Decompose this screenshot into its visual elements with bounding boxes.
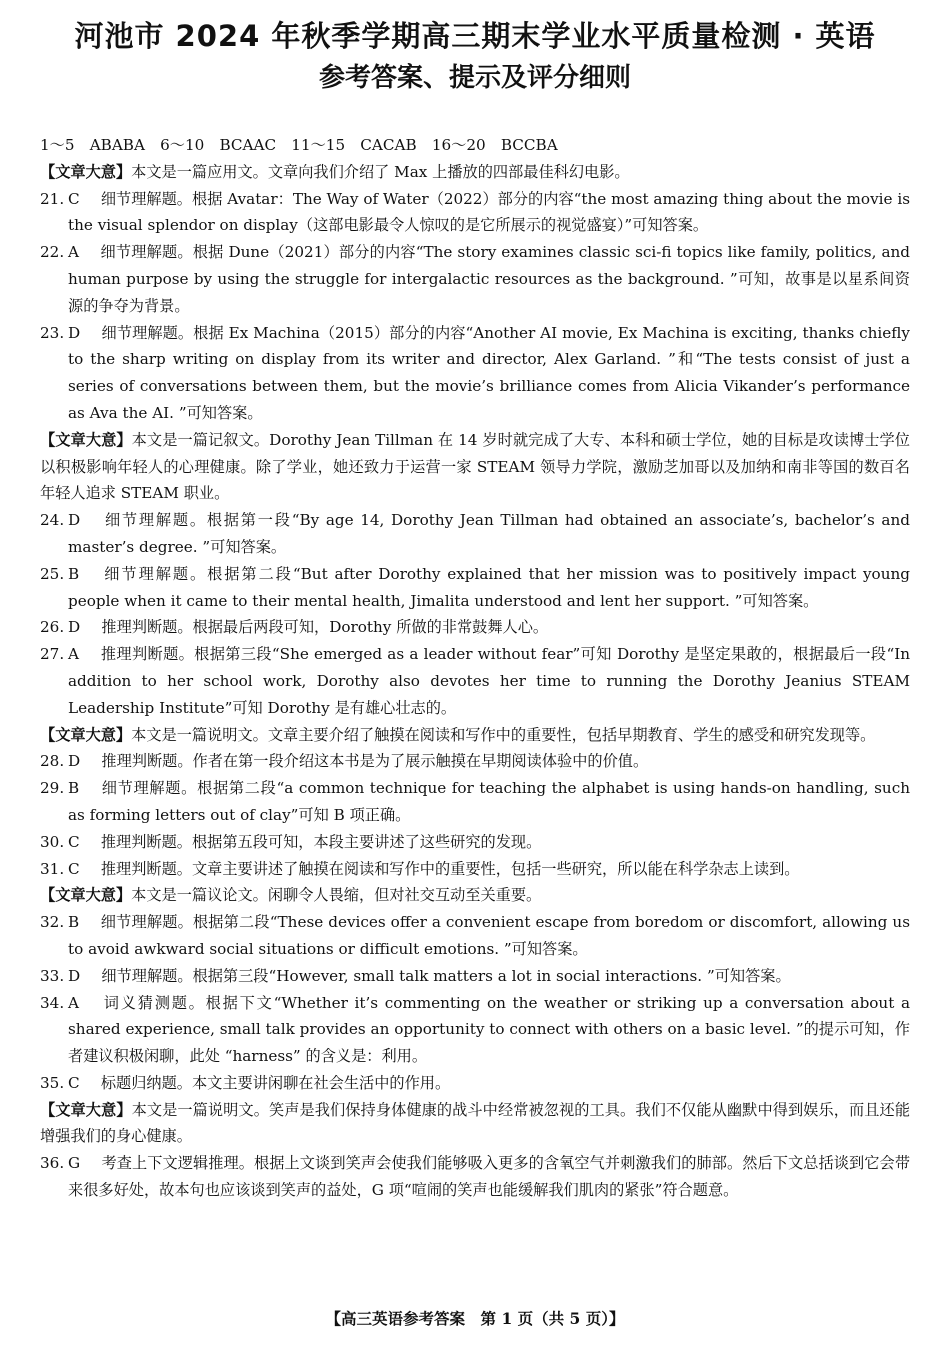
answer-option: C (68, 1073, 80, 1092)
question-22 (40, 239, 910, 319)
question-29 (40, 775, 910, 829)
question-33 (40, 963, 910, 990)
answer-option: C (68, 832, 80, 851)
answer-option: D (68, 323, 81, 342)
explanation: 细节理解题。根据 Ex Machina（2015）部分的内容“Another AI movie, Ex Machina is exciting, thanks chiefly to the sharp writing on display from its writer and director, Alex Garland. ”和“The tests consist of just a series of conversations between them, but the movie’s brilliance comes from Alicia Vikander’s performance as Ava the AI. ”可知答案。 (68, 323, 910, 422)
question-number: 26. (40, 618, 65, 637)
answer-option: G (68, 1154, 81, 1173)
answer-option: C (68, 189, 80, 208)
answer-option: B (68, 779, 80, 798)
explanation: 细节理解题。根据第一段“By age 14, Dorothy Jean Tillman had obtained an associate’s, bachelor’s and master’s degree. ”可知答案。 (68, 511, 910, 556)
question-25 (40, 561, 910, 615)
question-number: 24. (40, 511, 65, 530)
explanation: 标题归纳题。本文主要讲闲聊在社会生活中的作用。 (85, 1073, 451, 1092)
answer-option: A (68, 243, 79, 262)
question-number: 23. (40, 323, 65, 342)
question-21 (40, 186, 910, 240)
question-number: 28. (40, 752, 65, 771)
explanation: 细节理解题。根据第三段“However, small talk matters a lot in social interactions. ”可知答案。 (86, 966, 791, 985)
explanation: 推理判断题。文章主要讲述了触摸在阅读和写作中的重要性，包括一些研究，所以能在科学杂志上读到。 (85, 859, 800, 878)
question-23 (40, 320, 910, 427)
summary-4 (40, 882, 910, 909)
answer-option: B (68, 913, 80, 932)
question-26 (40, 614, 910, 641)
answer-option: B (68, 564, 80, 583)
summary-label: 【文章大意】 (40, 886, 132, 905)
question-35 (40, 1070, 910, 1097)
explanation: 细节理解题。根据第二段“But after Dorothy explained that her mission was to positively impact young people when it came to their mental health, Jimalita understood and lent her support. ”可知答案。 (68, 564, 910, 610)
question-number: 25. (40, 564, 65, 583)
question-number: 32. (40, 913, 65, 932)
question-number: 34. (40, 993, 65, 1012)
question-number: 30. (40, 832, 65, 851)
summary-text: 本文是一篇说明文。文章主要介绍了触摸在阅读和写作中的重要性，包括早期教育、学生的感受和研究发现等。 (131, 725, 876, 744)
answer-option: D (68, 618, 81, 637)
answer-option: D (68, 511, 81, 530)
summary-2 (40, 427, 910, 507)
answer-option: A (68, 645, 79, 664)
explanation: 推理判断题。根据第三段“She emerged as a leader without fear”可知 Dorothy 是坚定果敢的，根据最后一段“In addition to her school work, Dorothy also devotes her time to running the Dorothy Jeanius STEAM Leadership Institute”可知 Dorothy 是有雄心壮志的。 (68, 645, 910, 717)
answer-key-line: 1～5 ABABA 6～10 BCAAC 11～15 CACAB 16～20 BCCBA (40, 136, 558, 154)
explanation: 推理判断题。根据最后两段可知，Dorothy 所做的非常鼓舞人心。 (86, 618, 549, 637)
explanation: 细节理解题。根据 Avatar：The Way of Water（2022）部分的内容“the most amazing thing about the movie is the visual splendor on display（这部电影最令人惊叹的是它所展示的视觉盛宴）”可知答案。 (68, 189, 910, 235)
summary-text: 本文是一篇议论文。闲聊令人畏缩，但对社交互动至关重要。 (131, 886, 542, 905)
question-number: 21. (40, 189, 65, 208)
summary-1 (40, 159, 910, 186)
summary-label: 【文章大意】 (40, 1100, 132, 1119)
explanation: 推理判断题。根据第五段可知，本段主要讲述了这些研究的发现。 (85, 832, 542, 851)
summary-label: 【文章大意】 (40, 162, 132, 181)
summary-label: 【文章大意】 (40, 725, 132, 744)
explanation: 考查上下文逻辑推理。根据上文谈到笑声会使我们能够吸入更多的含氧空气并刺激我们的肺部。然后下文总括谈到它会带来很多好处，故本句也应该谈到笑声的益处，G 项“喧闹的笑声也能缓解我们肌肉的紧张”符合题意。 (68, 1154, 910, 1200)
explanation: 细节理解题。根据第二段“a common technique for teaching the alphabet is using hands-on handling, such as forming letters out of clay”可知 B 项正确。 (68, 779, 910, 824)
question-34 (40, 990, 910, 1070)
question-30 (40, 829, 910, 856)
question-31 (40, 856, 910, 883)
page-footer: 【高三英语参考答案 第 1 页（共 5 页）】 (325, 1309, 625, 1328)
question-24 (40, 507, 910, 561)
answer-body (40, 132, 910, 1204)
question-36 (40, 1150, 910, 1204)
explanation: 细节理解题。根据 Dune（2021）部分的内容“The story examines classic sci-fi topics like family, politics, and human purpose by using the struggle for intergalactic resources as the background. ”可知，故事是以星系间资源的争夺为背景。 (68, 243, 910, 315)
explanation: 细节理解题。根据第二段“These devices offer a convenient escape from boredom or discomfort, allowing us to avoid awkward social situations or difficult emotions. ”可知答案。 (68, 913, 910, 958)
explanation: 词义猜测题。根据下文“Whether it’s commenting on the weather or striking up a conversation about a shared experience, small talk provides an opportunity to connect with others on a basic level. ”的提示可知，作者建议积极闲聊，此处 “harness” 的含义是：利用。 (68, 993, 910, 1066)
summary-3 (40, 722, 910, 749)
answer-option: D (68, 752, 81, 771)
question-number: 29. (40, 779, 65, 798)
question-number: 22. (40, 243, 65, 262)
question-number: 36. (40, 1154, 65, 1173)
summary-text: 本文是一篇应用文。文章向我们介绍了 Max 上播放的四部最佳科幻电影。 (131, 162, 630, 181)
page-subtitle: 参考答案、提示及评分细则 (318, 63, 631, 93)
question-number: 27. (40, 645, 65, 664)
summary-text: 本文是一篇记叙文。Dorothy Jean Tillman 在 14 岁时就完成了大专、本科和硕士学位，她的目标是攻读博士学位以积极影响年轻人的心理健康。除了学业，她还致力于运营一家 STEAM 领导力学院，激励芝加哥以及加纳和南非等国的数百名年轻人追求 STEAM 职业。 (40, 430, 910, 503)
question-27 (40, 641, 910, 721)
question-28 (40, 748, 910, 775)
answer-option: A (68, 993, 79, 1012)
question-number: 31. (40, 859, 65, 878)
page-title: 河池市 2024 年秋季学期高三期末学业水平质量检测 · 英语 (74, 19, 876, 53)
summary-5 (40, 1097, 910, 1151)
question-32 (40, 909, 910, 963)
summary-label: 【文章大意】 (40, 430, 132, 449)
summary-text: 本文是一篇说明文。笑声是我们保持身体健康的战斗中经常被忽视的工具。我们不仅能从幽默中得到娱乐，而且还能增强我们的身心健康。 (40, 1100, 911, 1146)
answer-option: D (68, 966, 81, 985)
answer-option: C (68, 859, 80, 878)
explanation: 推理判断题。作者在第一段介绍这本书是为了展示触摸在早期阅读体验中的价值。 (86, 752, 649, 771)
question-number: 33. (40, 966, 65, 985)
question-number: 35. (40, 1073, 65, 1092)
